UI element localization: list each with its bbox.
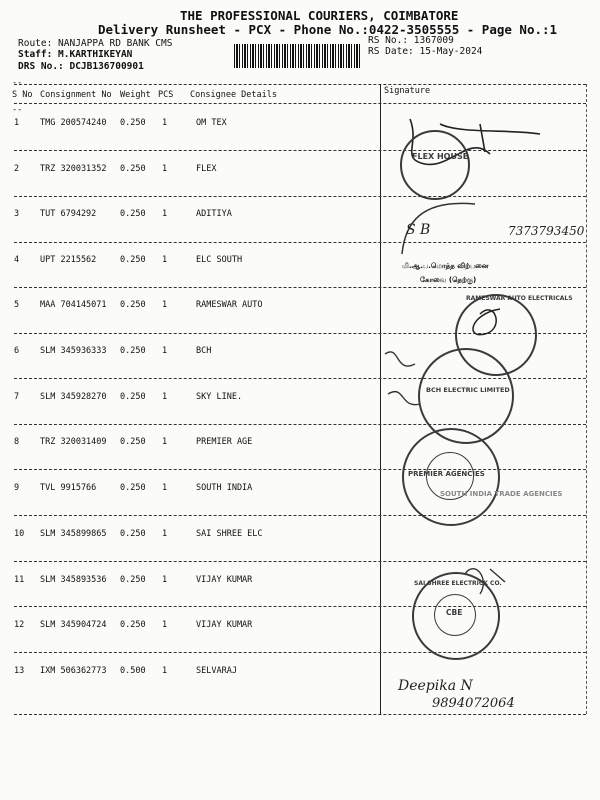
row-weight: 0.250 — [120, 209, 146, 219]
row-weight: 0.250 — [120, 346, 146, 356]
row-pcs: 1 — [162, 392, 168, 402]
tamil-stamp-line1: மி.ஆ.ப.மொத்த விற்பனை — [402, 262, 489, 270]
row-consignment-no: TMG 200574240 — [40, 118, 107, 128]
row-pcs: 1 — [162, 209, 168, 219]
right-border-line — [586, 84, 587, 714]
row-consignee: SELVARAJ — [196, 666, 237, 676]
row-sno: 2 — [14, 164, 20, 174]
row-consignee: SOUTH INDIA — [196, 483, 253, 493]
row-sno: 13 — [14, 666, 25, 676]
row-consignee: ELC SOUTH — [196, 255, 243, 265]
bch-stamp-text: BCH ELECTRIC LIMITED — [426, 386, 510, 394]
col-weight: Weight — [120, 90, 151, 100]
row-sno: 8 — [14, 437, 20, 447]
row-sno: 12 — [14, 620, 25, 630]
row-sno: 10 — [14, 529, 25, 539]
row-weight: 0.250 — [120, 392, 146, 402]
row-consignee: RAMESWAR AUTO — [196, 300, 263, 310]
divider — [14, 84, 586, 85]
row-consignment-no: TVL 9915766 — [40, 483, 97, 493]
col-pcs: PCS — [158, 90, 174, 100]
row-consignment-no: MAA 704145071 — [40, 300, 107, 310]
flex-stamp-text: FLEX HOUSE — [412, 152, 469, 161]
row-consignment-no: UPT 2215562 — [40, 255, 97, 265]
row-weight: 0.250 — [120, 620, 146, 630]
saishree-stamp-text: SAI SHREE ELECTRICK CO. — [414, 580, 502, 587]
row-pcs: 1 — [162, 666, 168, 676]
row-consignee: SKY LINE. — [196, 392, 243, 402]
company-title: THE PROFESSIONAL COURIERS, COIMBATORE — [180, 8, 459, 23]
row-sno: 1 — [14, 118, 20, 128]
row-pcs: 1 — [162, 575, 168, 585]
row-consignment-no: TUT 6794292 — [40, 209, 97, 219]
barcode — [234, 44, 362, 68]
row-consignment-no: TRZ 320031409 — [40, 437, 107, 447]
row-sno: 3 — [14, 209, 20, 219]
row-pcs: 1 — [162, 255, 168, 265]
saishree-stamp-cbe: CBE — [446, 608, 463, 617]
premier-stamp-text: PREMIER AGENCIES — [408, 470, 485, 478]
row-consignee: BCH — [196, 346, 212, 356]
row-sno: 6 — [14, 346, 20, 356]
flex-stamp — [400, 130, 470, 200]
row-sno: 11 — [14, 575, 25, 585]
runsheet-subtitle: Delivery Runsheet - PCX - Phone No.:0422-3505555 - Page No.:1 — [98, 22, 558, 37]
row-consignment-no: SLM 345904724 — [40, 620, 107, 630]
row-pcs: 1 — [162, 483, 168, 493]
row-consignee: FLEX — [196, 164, 217, 174]
row-pcs: 1 — [162, 346, 168, 356]
header-marker: -- — [12, 78, 23, 88]
row-consignment-no: SLM 345928270 — [40, 392, 107, 402]
tamil-stamp-line2: கோவை (தெற்கு) — [420, 276, 477, 284]
row-weight: 0.250 — [120, 529, 146, 539]
row-pcs: 1 — [162, 437, 168, 447]
row-weight: 0.500 — [120, 666, 146, 676]
row-consignment-no: SLM 345899865 — [40, 529, 107, 539]
row-weight: 0.250 — [120, 300, 146, 310]
row-consignee: PREMIER AGE — [196, 437, 253, 447]
row-weight: 0.250 — [120, 255, 146, 265]
row-pcs: 1 — [162, 300, 168, 310]
rs-date: RS Date: 15-May-2024 — [368, 46, 483, 57]
col-consignee: Consignee Details — [190, 90, 277, 100]
header-marker: -- — [12, 105, 23, 115]
rameswar-stamp-text: RAMESWAR AUTO ELECTRICALS — [466, 295, 573, 302]
row-pcs: 1 — [162, 118, 168, 128]
row-weight: 0.250 — [120, 164, 146, 174]
row-pcs: 1 — [162, 529, 168, 539]
col-sno: S No — [12, 90, 33, 100]
rs-number: RS No.: 1367009 — [368, 35, 454, 46]
row-weight: 0.250 — [120, 437, 146, 447]
row-consignment-no: SLM 345893536 — [40, 575, 107, 585]
row-consignee: ADITIYA — [196, 209, 232, 219]
row-consignee: OM TEX — [196, 118, 227, 128]
row-pcs: 1 — [162, 164, 168, 174]
row-divider — [14, 714, 586, 715]
handwritten-phone-row3: 7373793450 — [508, 224, 585, 238]
row-consignment-no: TRZ 320031352 — [40, 164, 107, 174]
drs-number: DRS No.: DCJB136700901 — [18, 61, 144, 72]
handwritten-name: Deepika N — [398, 678, 473, 694]
row-weight: 0.250 — [120, 483, 146, 493]
row-sno: 5 — [14, 300, 20, 310]
row-consignee: VIJAY KUMAR — [196, 575, 253, 585]
col-consignment: Consignment No — [40, 90, 112, 100]
col-signature: Signature — [384, 86, 431, 96]
row-weight: 0.250 — [120, 118, 146, 128]
route-label: Route: NANJAPPA RD BANK CMS — [18, 38, 173, 49]
handwritten-initials: S B — [406, 222, 431, 238]
row-sno: 9 — [14, 483, 20, 493]
handwritten-phone-row13: 9894072064 — [432, 696, 515, 711]
row-sno: 7 — [14, 392, 20, 402]
row-consignment-no: IXM 506362773 — [40, 666, 107, 676]
row-consignee: VIJAY KUMAR — [196, 620, 253, 630]
south-india-stamp-text: SOUTH INDIA TRADE AGENCIES — [440, 490, 563, 498]
row-consignee: SAI SHREE ELC — [196, 529, 263, 539]
row-consignment-no: SLM 345936333 — [40, 346, 107, 356]
row-weight: 0.250 — [120, 575, 146, 585]
row-sno: 4 — [14, 255, 20, 265]
row-pcs: 1 — [162, 620, 168, 630]
staff-label: Staff: M.KARTHIKEYAN — [18, 49, 133, 60]
